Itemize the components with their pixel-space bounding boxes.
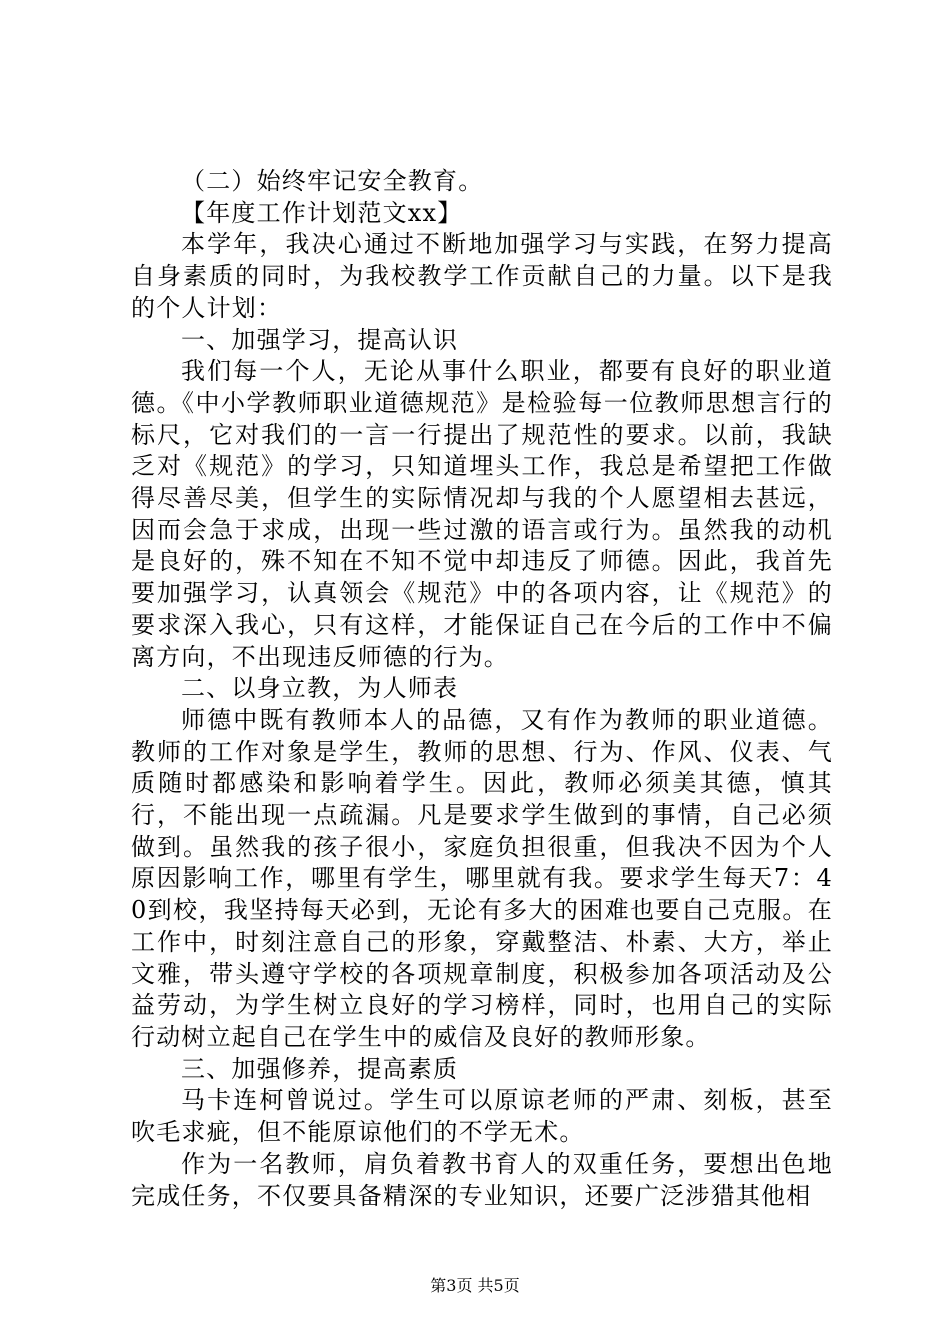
section-3-paragraph-quote: 马卡连柯曾说过。学生可以原谅老师的严肃、刻板，甚至吹毛求疵，但不能原谅他们的不学无术。 bbox=[131, 1086, 833, 1147]
section-heading-1: 一、加强学习，提高认识 bbox=[181, 325, 459, 354]
section-heading-2: 二、以身立教，为人师表 bbox=[181, 674, 459, 703]
section-subheading-safety: （二）始终牢记安全教育。 bbox=[181, 167, 484, 195]
page-number-label: 第3页 共5页 bbox=[430, 1276, 520, 1295]
document-body bbox=[131, 166, 833, 1212]
plan-title: 【年度工作计划范文xx】 bbox=[181, 198, 463, 227]
section-3-paragraph-continued: 作为一名教师，肩负着教书育人的双重任务，要想出色地完成任务，不仅要具备精深的专业知识，还要广泛涉猎其他相 bbox=[131, 1149, 833, 1210]
page-footer bbox=[0, 1276, 950, 1296]
section-2-paragraph: 师德中既有教师本人的品德，又有作为教师的职业道德。教师的工作对象是学生，教师的思想、行为、作风、仪表、气质随时都感染和影响着学生。因此，教师必须美其德，慎其行，不能出现一点疏漏。凡是要求学生做到的事情，自己必须做到。虽然我的孩子很小，家庭负担很重，但我决不因为个人原因影响工作，哪里有学生，哪里就有我。要求学生每天7：40到校，我坚持每天必到，无论有多大的困难也要自己克服。在工作中，时刻注意自己的形象，穿戴整洁、朴素、大方，举止文雅，带头遵守学校的各项规章制度，积极参加各项活动及公益劳动，为学生树立良好的学习榜样，同时，也用自己的实际行动树立起自己在学生中的威信及良好的教师形象。 bbox=[131, 705, 833, 1051]
intro-paragraph: 本学年，我决心通过不断地加强学习与实践，在努力提高自身素质的同时，为我校教学工作贡献自己的力量。以下是我的个人计划： bbox=[131, 230, 833, 322]
section-heading-3: 三、加强修养，提高素质 bbox=[181, 1054, 459, 1083]
section-1-paragraph: 我们每一个人，无论从事什么职业，都要有良好的职业道德。《中小学教师职业道德规范》是检验每一位教师思想言行的标尺，它对我们的一言一行提出了规范性的要求。以前，我缺乏对《规范》的学习，只知道埋头工作，我总是希望把工作做得尽善尽美，但学生的实际情况却与我的个人愿望相去甚远，因而会急于求成，出现一些过激的语言或行为。虽然我的动机是良好的，殊不知在不知不觉中却违反了师德。因此，我首先要加强学习，认真领会《规范》中的各项内容，让《规范》的要求深入我心，只有这样，才能保证自己在今后的工作中不偏离方向，不出现违反师德的行为。 bbox=[131, 357, 833, 671]
